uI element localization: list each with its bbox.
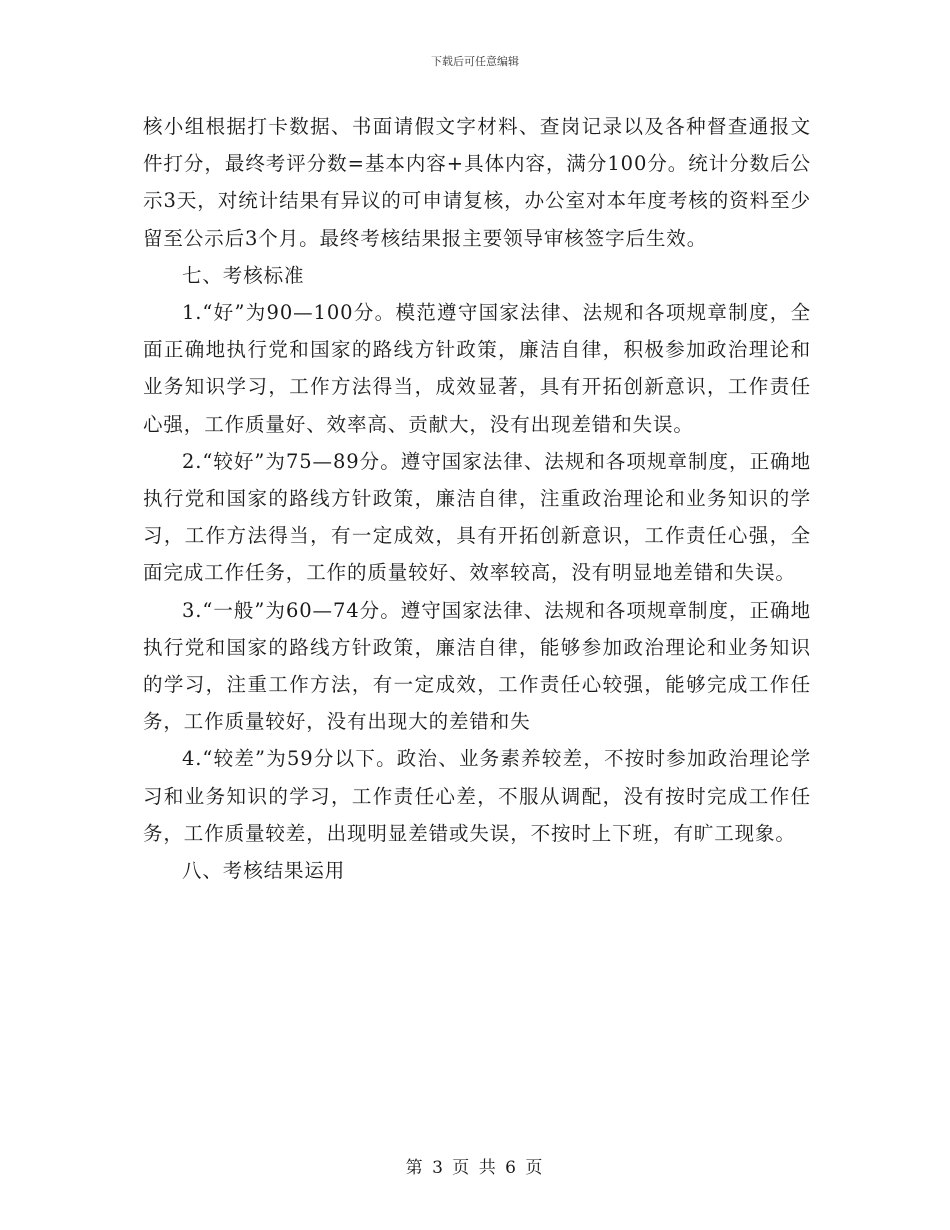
section-heading-7: 七、考核标准 [182, 263, 305, 287]
page-footer: 第 3 页 共 6 页 [405, 1158, 545, 1178]
criteria-item-good: 1.“好”为90—100分。模范遵守国家法律、法规和各项规章制度，全面正确地执行党和国家的路线方针政策，廉洁自律，积极参加政治理论和业务知识学习，工作方法得当，成效显著，具有开拓创新意识，工作责任心强，工作质量好、效率高、贡献大，没有出现差错和失误。 [143, 301, 811, 436]
page-header: 下载后可任意编辑 [431, 55, 519, 68]
criteria-item-fairly-good: 2.“较好”为75—89分。遵守国家法律、法规和各项规章制度，正确地执行党和国家的路线方针政策，廉洁自律，注重政治理论和业务知识的学习，工作方法得当，有一定成效，具有开拓创新意识，工作责任心强，全面完成工作任务，工作的质量较好、效率较高，没有明显地差错和失误。 [143, 449, 811, 585]
criteria-item-average: 3.“一般”为60—74分。遵守国家法律、法规和各项规章制度，正确地执行党和国家的路线方针政策，廉洁自律，能够参加政治理论和业务知识的学习，注重工作方法，有一定成效，工作责任心较强，能够完成工作任务，工作质量较好，没有出现大的差错和失 [143, 598, 811, 734]
paragraph-continuation: 核小组根据打卡数据、书面请假文字材料、查岗记录以及各种督查通报文件打分，最终考评分数=基本内容+具体内容，满分100分。统计分数后公示3天，对统计结果有异议的可申请复核，办公室对本年度考核的资料至少留至公示后3个月。最终考核结果报主要领导审核签字后生效。 [143, 115, 811, 250]
document-body [143, 108, 811, 889]
section-heading-8: 八、考核结果运用 [182, 859, 346, 883]
criteria-item-poor: 4.“较差”为59分以下。政治、业务素养较差，不按时参加政治理论学习和业务知识的学习，工作责任心差，不服从调配，没有按时完成工作任务，工作质量较差，出现明显差错或失误，不按时上下班，有旷工现象。 [143, 747, 811, 845]
